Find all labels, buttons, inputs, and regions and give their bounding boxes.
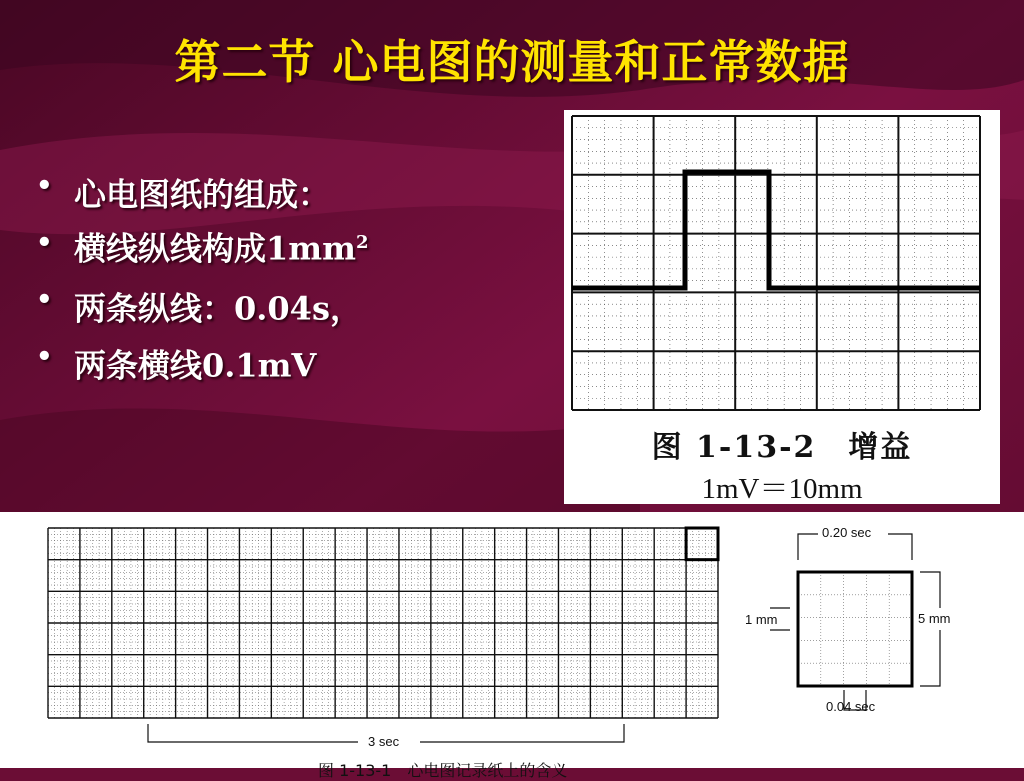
calibration-pulse xyxy=(572,172,980,288)
bullet-text: 心电图纸的组成： xyxy=(74,175,331,214)
bullet-dot: • xyxy=(36,285,53,315)
bullet-sup: 2 xyxy=(356,232,369,253)
label-1mm: 1 mm xyxy=(745,612,778,627)
bullet-text: 横线纵线构成1mm xyxy=(74,229,356,268)
paper-figure xyxy=(0,512,1024,780)
gain-grid xyxy=(564,110,1000,420)
gain-caption-title: 图 1-13-2 增益 xyxy=(651,430,913,465)
bullet-item xyxy=(36,162,369,219)
bullet-dot: • xyxy=(36,342,53,372)
label-0-20-sec: 0.20 sec xyxy=(822,525,872,540)
bullet-text: 两条纵线：0.04s， xyxy=(74,289,362,328)
height-bracket xyxy=(920,572,940,686)
label-0-04-sec: 0.04 sec xyxy=(826,699,876,714)
bullet-dot: • xyxy=(36,171,53,201)
bullet-item xyxy=(36,276,369,333)
label-3-sec: 3 sec xyxy=(368,734,400,749)
bullet-item xyxy=(36,219,369,276)
bullet-dot: • xyxy=(36,228,53,258)
ecg-paper-grid xyxy=(0,512,1024,768)
page-title: 第二节 心电图的测量和正常数据 xyxy=(174,35,850,89)
highlighted-box xyxy=(686,528,718,560)
gain-figure xyxy=(564,110,1000,504)
bullet-item xyxy=(36,333,369,390)
bullet-list xyxy=(36,162,369,390)
gain-caption-value: 1mV＝10mm xyxy=(701,473,863,505)
paper-caption: 图 1-13-1 心电图记录纸上的含义 xyxy=(318,761,568,780)
label-5mm: 5 mm xyxy=(918,611,951,626)
bullet-text: 两条横线0.1mV xyxy=(74,346,317,385)
enlarged-box xyxy=(798,572,912,686)
